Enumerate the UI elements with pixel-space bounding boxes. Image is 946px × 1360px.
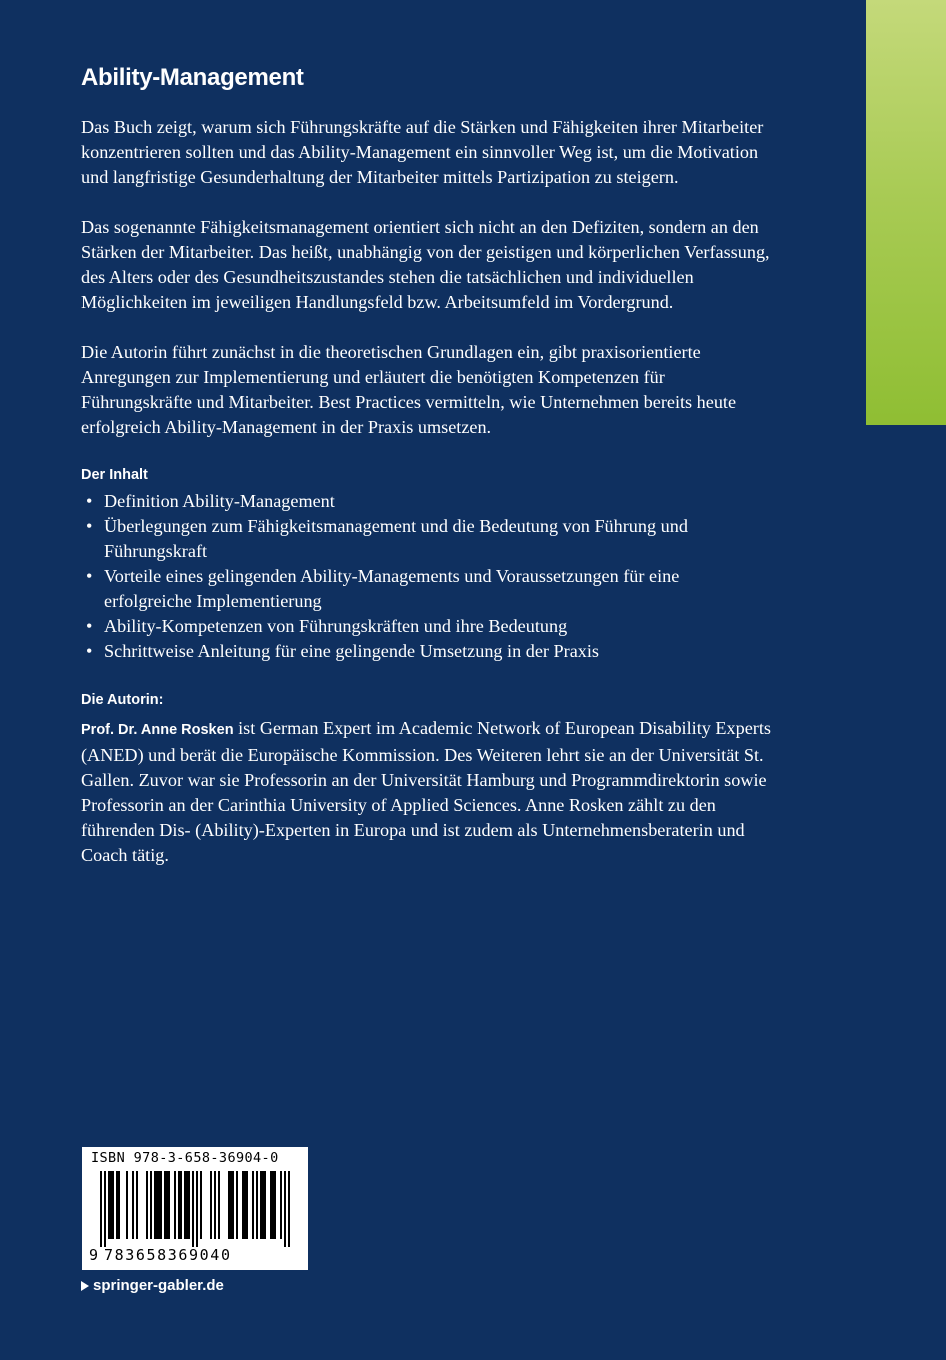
website-text: springer-gabler.de	[93, 1277, 224, 1294]
contents-list	[81, 489, 771, 664]
barcode-bar	[118, 1171, 120, 1239]
ean-digits: 783658369040	[104, 1246, 232, 1264]
barcode-bar	[246, 1171, 248, 1239]
description-paragraph-2: Das sogenannte Fähigkeitsmanagement orientiert sich nicht an den Defiziten, sondern an den Stärken der Mitarbeiter. Das heißt, unabhängig von der geistigen und körperlichen Verfassung, des Alters oder des Gesundheitszustandes stehen die tatsächlichen und individuellen Möglichkeiten im jeweiligen Handlungsfeld bzw. Arbeitsumfeld im Vordergrund.	[81, 217, 770, 312]
barcode-bar	[108, 1171, 110, 1239]
bullet-icon: •	[86, 566, 93, 586]
barcode-bar	[104, 1171, 106, 1247]
barcode-bar	[288, 1171, 290, 1247]
bullet-icon: •	[86, 491, 93, 511]
list-item-text: Überlegungen zum Fähigkeitsmanagement und die Bedeutung von Führung und Führungskraft	[104, 516, 688, 561]
barcode-bar	[112, 1171, 114, 1239]
barcode-bar	[242, 1171, 244, 1239]
barcode-bar	[178, 1171, 180, 1239]
author-bio	[81, 716, 771, 868]
bullet-icon: •	[86, 516, 93, 536]
barcode-bar	[188, 1171, 190, 1239]
back-cover-text	[81, 62, 771, 868]
barcode-bar	[230, 1171, 232, 1239]
list-item	[81, 564, 771, 614]
barcode-bar	[126, 1171, 128, 1239]
barcode-bar	[236, 1171, 238, 1239]
ean-first-digit: 9	[89, 1246, 99, 1264]
barcode-bar	[270, 1171, 272, 1239]
barcode-bar	[274, 1171, 276, 1239]
barcode-bar	[284, 1171, 286, 1247]
barcode-bar	[214, 1171, 216, 1239]
book-title: Ability-Management	[81, 64, 304, 91]
list-item-text: Vorteile eines gelingenden Ability-Managements und Voraussetzungen für eine erfolgreiche Implementierung	[104, 566, 680, 611]
barcode-bar	[262, 1171, 264, 1239]
bullet-icon: •	[86, 641, 93, 661]
barcode-bar	[196, 1171, 198, 1247]
author-name: Prof. Dr. Anne Rosken	[81, 722, 234, 738]
bullet-icon: •	[86, 616, 93, 636]
triangle-right-icon	[81, 1281, 89, 1291]
barcode-bar	[244, 1171, 246, 1239]
barcode-bar	[132, 1171, 134, 1239]
barcode-bar	[210, 1171, 212, 1239]
barcode-bar	[264, 1171, 266, 1239]
barcode-bar	[116, 1171, 118, 1239]
description-paragraph-1: Das Buch zeigt, warum sich Führungskräfte auf die Stärken und Fähigkeiten ihrer Mitarbeiter konzentrieren sollten und das Ability-Management ein sinnvoller Weg ist, um die Motivation und langfristige Gesunderhaltung der Mitarbeiter mittels Partizipation zu steigern.	[81, 117, 764, 187]
green-accent-stripe	[866, 0, 946, 425]
isbn-text: ISBN 978-3-658-36904-0	[91, 1150, 279, 1166]
barcode-bar	[192, 1171, 194, 1247]
description-paragraph-3: Die Autorin führt zunächst in die theoretischen Grundlagen ein, gibt praxisorientierte Anregungen zur Implementierung und erläutert die benötigten Kompetenzen für Führungskräfte und Mitarbeiter. Best Practices vermitteln, wie Unternehmen bereits heute erfolgreich Ability-Management in der Praxis umsetzen.	[81, 342, 737, 437]
barcode-bar	[166, 1171, 168, 1239]
barcode-bar	[228, 1171, 230, 1239]
barcode-bar	[272, 1171, 274, 1239]
list-item-text: Ability-Kompetenzen von Führungskräften und ihre Bedeutung	[104, 616, 568, 636]
barcode-bar	[218, 1171, 220, 1239]
barcode-icon	[88, 1171, 302, 1247]
barcode-bar	[164, 1171, 166, 1239]
list-item-text: Definition Ability-Management	[104, 491, 335, 511]
barcode-bar	[252, 1171, 254, 1239]
list-item	[81, 639, 771, 664]
list-item	[81, 514, 771, 564]
barcode-bar	[280, 1171, 282, 1239]
list-item	[81, 489, 771, 514]
isbn-barcode-box	[82, 1147, 308, 1270]
barcode-bar	[184, 1171, 186, 1239]
contents-heading: Der Inhalt	[81, 467, 148, 483]
barcode-bar	[168, 1171, 170, 1239]
barcode-bar	[110, 1171, 112, 1239]
barcode-bar	[180, 1171, 182, 1239]
barcode-bar	[158, 1171, 160, 1239]
barcode-bar	[136, 1171, 138, 1239]
list-item	[81, 614, 771, 639]
barcode-bar	[154, 1171, 156, 1239]
barcode-bar	[232, 1171, 234, 1239]
author-heading: Die Autorin:	[81, 692, 164, 708]
barcode-bar	[146, 1171, 148, 1239]
author-bio-text: ist German Expert im Academic Network of European Disability Experts (ANED) und berät die Europäische Kommission. Des Weiteren lehrt sie an der Universität St. Gallen. Zuvor war sie Professorin an der Universität Hamburg und Programmdirektorin sowie Professorin an der Carinthia University of Applied Sciences. Anne Rosken zählt zu den führenden Dis- (Ability)-Experten in Europa und ist zudem als Unternehmensberaterin und Coach tätig.	[81, 718, 771, 865]
barcode-bar	[150, 1171, 152, 1239]
barcode-bar	[160, 1171, 162, 1239]
publisher-website-link[interactable]	[81, 1276, 224, 1296]
list-item-text: Schrittweise Anleitung für eine gelingende Umsetzung in der Praxis	[104, 641, 599, 661]
barcode-bar	[174, 1171, 176, 1239]
barcode-bar	[100, 1171, 102, 1247]
barcode-bar	[200, 1171, 202, 1239]
barcode-bar	[156, 1171, 158, 1239]
barcode-bar	[186, 1171, 188, 1239]
barcode-bar	[260, 1171, 262, 1239]
barcode-bar	[256, 1171, 258, 1239]
